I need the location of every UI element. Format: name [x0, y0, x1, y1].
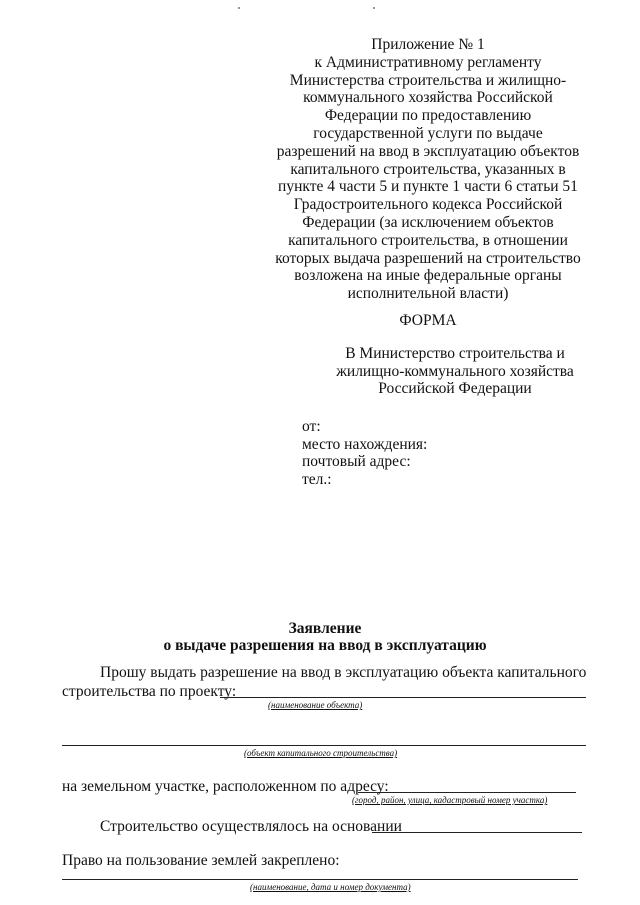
- capital-object-caption: (объект капитального строительства): [244, 748, 398, 758]
- land-plot-label: на земельном участке, расположенном по адресу:: [62, 778, 389, 795]
- capital-object-field-line: [62, 745, 586, 746]
- appendix-line: Федерации по предоставлению: [324, 107, 532, 125]
- appendix-line: Федерации (за исключением объектов: [302, 213, 554, 231]
- application-title: [100, 620, 550, 654]
- appendix-header: [258, 36, 598, 303]
- land-plot-address-field-line: [358, 792, 576, 793]
- form-label: ФОРМА: [399, 312, 457, 329]
- appendix-line: капитального строительства, в отношении: [288, 231, 568, 249]
- applicant-from-label: от:: [302, 418, 321, 435]
- appendix-line: Градостроительного кодекса Российской: [293, 196, 563, 214]
- addressee-line: В Министерство строительства и: [345, 345, 565, 362]
- appendix-line: разрешений на ввод в эксплуатацию объектов: [276, 142, 580, 160]
- request-text-line: строительства по проекту:: [62, 683, 237, 700]
- title-line: Заявление: [288, 620, 362, 637]
- addressee-line: жилищно-коммунального хозяйства: [336, 362, 574, 380]
- appendix-line: капитального строительства, указанных в: [290, 160, 566, 178]
- appendix-line: коммунального хозяйства Российской: [303, 89, 553, 107]
- object-name-field-line: [220, 697, 586, 698]
- scan-speck: [238, 7, 240, 9]
- applicant-phone-label: тел.:: [302, 470, 332, 488]
- appendix-line: которых выдача разрешений на строительство: [275, 249, 581, 267]
- title-line: о выдаче разрешения на ввод в эксплуатацию: [163, 637, 487, 654]
- construction-basis-field-line: [372, 832, 582, 833]
- construction-basis-label: Строительство осуществлялось на основании: [100, 818, 402, 835]
- applicant-location-label: место нахождения:: [302, 435, 428, 453]
- land-right-label: Право на пользование землей закреплено:: [62, 852, 340, 869]
- applicant-block: [302, 418, 427, 488]
- appendix-line: Приложение № 1: [371, 36, 485, 53]
- addressee-block: [310, 345, 600, 398]
- appendix-line: возложена на иные федеральные органы: [294, 267, 562, 285]
- appendix-line: государственной услуги по выдаче: [313, 124, 543, 142]
- appendix-line: исполнительной власти): [347, 285, 509, 303]
- addressee-line: Российской Федерации: [378, 380, 532, 397]
- land-right-document-field-line: [62, 879, 578, 880]
- land-plot-address-caption: (город, район, улица, кадастровый номер участка): [352, 795, 548, 805]
- scan-speck: [373, 7, 375, 9]
- applicant-postal-address-label: почтовый адрес:: [302, 453, 411, 471]
- request-text-line: Прошу выдать разрешение на ввод в эксплуатацию объекта капитального: [100, 664, 587, 681]
- object-name-caption: (наименование объекта): [268, 700, 363, 710]
- appendix-line: к Административному регламенту: [314, 53, 542, 71]
- appendix-line: пункте 4 части 5 и пункте 1 части 6 статьи 51: [278, 178, 578, 196]
- appendix-line: Министерства строительства и жилищно-: [289, 71, 567, 89]
- land-right-document-caption: (наименование, дата и номер документа): [250, 882, 411, 892]
